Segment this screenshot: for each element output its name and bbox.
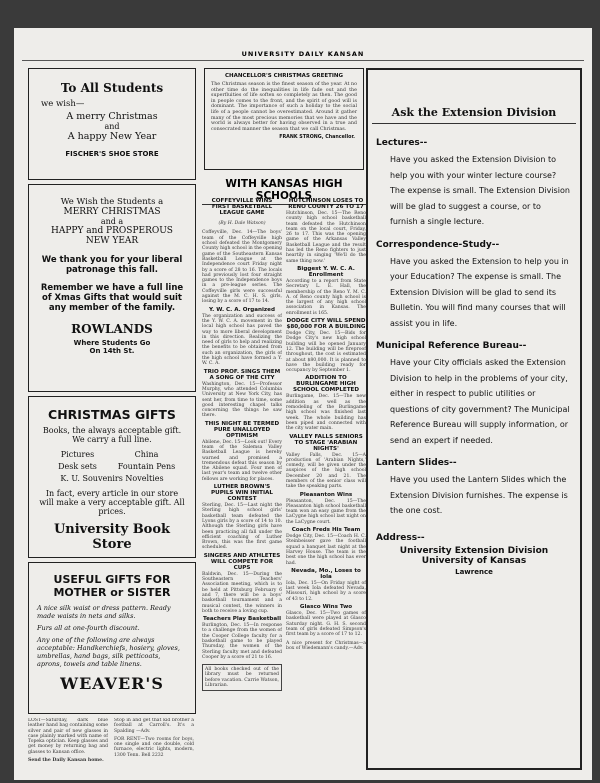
greeting-signature: FRANK STRONG, Chancellor. xyxy=(279,135,355,141)
rowlands-line-10: On 14th St. xyxy=(89,347,135,355)
classified-send-home: Send the Daily Kansan home. xyxy=(28,758,104,764)
weaver-line-3: A nice silk waist or dress pattern. Ready made waists in nets and silks. xyxy=(37,604,171,620)
extension-municipal-heading: Municipal Reference Bureau-- xyxy=(376,341,527,351)
headline-ywca-organized: Y. W. C. A. Organized xyxy=(209,306,275,313)
weaver-line-4: Furs all at one-fourth discount. xyxy=(37,624,140,632)
extension-division-ad xyxy=(366,68,582,770)
story-dodge-city-building: Dodge City, Dec. 15—Bids for Dodge City's new high school building will be opened January 12. The building will be fireproof throughout, the cost is estimated at about $80,000. It is planned to have the building ready for occupancy by September 1. xyxy=(286,331,366,374)
rowlands-name: ROWLANDS xyxy=(71,322,153,336)
greeting-title: CHANCELLOR'S CHRISTMAS GREETING xyxy=(225,73,343,79)
extension-address-line-2: University of Kansas xyxy=(421,555,527,566)
schools-column-1 xyxy=(202,196,282,776)
story-burlingame: Burlingame, Dec. 15—The new addition as well as the remodeling of the Burlingame high school was finished last week. The whole building has been piped and connected with the city water main. xyxy=(286,394,366,432)
story-glasco: Glasco, Dec. 15—Two games of basketball were played at Glasco Saturday night. G. H. S. second team of girls defeated Simpson's first team by a score of 17 to 12. xyxy=(286,611,366,638)
story-hutchinson: Hutchinson, Dec. 15—The Reno county high school basketball team defeated the Hutchinson team on the local court, Friday, 26 to 17. This was the opening game of the Arkansas Valley Basketball League and the result has led the Reno fighters to just heartily in singing 'We'll do the same thing now.' xyxy=(286,211,366,264)
extension-title: Ask the Extension Division xyxy=(391,106,557,119)
weaver-line-1: USEFUL GIFTS FOR xyxy=(53,573,171,586)
gift-souvenirs: K. U. Souvenirs Novelties xyxy=(60,474,164,483)
extension-address-line-1: University Extension Division xyxy=(399,545,549,556)
headline-coffeyville: COFFEYVILLE WINS FIRST BASKETBALL LEAGUE GAME xyxy=(211,198,273,216)
gift-china: China xyxy=(134,450,159,459)
extension-address-line-3: Lawrence xyxy=(455,567,493,576)
bookstore-gift-list xyxy=(43,450,181,483)
headline-pleasanton: Pleasanton Wins xyxy=(299,491,353,498)
rowlands-line-7: Remember we have a full line of Xmas Gifts that would suit any member of the family. xyxy=(40,283,184,313)
gift-pictures: Pictures xyxy=(60,450,95,459)
masthead-rule xyxy=(22,60,584,61)
masthead: UNIVERSITY DAILY KANSAN xyxy=(241,50,365,58)
story-teachers-basketball: Burlington, Dec. 15—In response to a challenge from the women of the Cooper College faculty for a basketball game to be played Thursday, the women of the Sterling faculty met and defeated Cooper by a score of 21 to 16. xyxy=(202,623,282,660)
bookstore-headline: CHRISTMAS GIFTS xyxy=(48,407,176,422)
extension-lectures-heading: Lectures-- xyxy=(376,138,428,148)
extension-title-rule xyxy=(372,123,576,124)
rowlands-line-4: HAPPY and PROSPEROUS xyxy=(51,226,173,236)
rowlands-line-2: MERRY CHRISTMAS xyxy=(63,207,161,217)
rowlands-line-9: Where Students Go xyxy=(73,339,151,347)
story-ywca-enrollment: According to a report from State Secretary L. E. Hall, the membership of the Reno Y. M. C. A. of Reno county high school is the largest of any high school association in Kansas. The enrollment is 165. xyxy=(286,278,366,316)
greeting-body: The Christmas season is the finest season of the year. At no other time do the inequalities in life fade out and the superfluities of life soften so completely as then. The good in people comes to the front, and the spirit of good will is dominant. The importance of such a holiday to the social life of a people cannot be overestimated. Around it gather many of the most precious memories that we have and the world is always better for having observed in a true and consecrated manner the season that we call Christmas. xyxy=(211,82,357,132)
headline-luther-brown: LUTHER BROWN'S PUPILS WIN INITIAL CONTEST xyxy=(211,484,273,503)
classified-lost-text: LOST—Saturday, dark blue leather hand bag containing some silver and pair of new glasses in case plainly marked with name of Topeka optician. Keep glasses and get money by returning bag and glasses to Kansan office. xyxy=(28,718,108,755)
bookstore-name: University Book Store xyxy=(53,522,171,552)
candy-ad: A nice present for Christmas—a box of Wiedemann's candy.—Adv. xyxy=(286,640,366,651)
headline-coach-feeds: Coach Freds His Team xyxy=(291,527,361,534)
headline-valley-falls: VALLEY FALLS SENIORS TO STAGE 'ARABIAN NIGHTS' xyxy=(289,433,363,452)
weaver-name: WEAVER'S xyxy=(60,674,164,693)
classified-for-rent: FOR RENT—Two rooms for boys, one single and one double, cold furnace, electric lights, modern, 1300 Tenn. Bell 2232 xyxy=(114,736,194,758)
story-pleasanton: Pleasanton, Dec. 15—The Pleasanton high school basketball team won an easy game from the LaCygne high school last night on the LaCygne court. xyxy=(286,498,366,525)
extension-correspondence-heading: Correspondence-Study-- xyxy=(376,239,500,250)
schools-column-2 xyxy=(286,196,366,776)
story-valley-falls: Valley Falls, Dec. 15—A production of 'Arabian Nights,' comedy, will be given under the auspices of the high school December 20 and 21. The members of the senior class will take the speaking parts. xyxy=(286,452,366,490)
story-optimism: Abilene, Dec. 15—Look out! Every team of the Salemsa Valley Basketball League is hereby warned and promised a tremendous defeat this season by the Abilene squad. Four men of last year's team and twelve other fellows are working for places. xyxy=(202,439,282,482)
weavers-ad xyxy=(28,562,196,714)
bookstore-line-3: In fact, every article in our store will make a very acceptable gift. All prices. xyxy=(39,489,185,516)
rowlands-line-1: We Wish the Students a xyxy=(60,197,164,207)
extension-address-heading: Address-- xyxy=(376,532,425,543)
extension-lantern-body: Have you used the Lantern Slides which the Extension Division furnishes. The expense is the one cost. xyxy=(390,475,568,515)
weaver-line-5: Any one of the following are always acceptable: Handkerchiefs, hosiery, gloves, umbrellas, hand bags, silk petticoats, aprons, towels and table linens. xyxy=(37,636,180,668)
story-coffeyville: Coffeyville, Dec. 14—The boys' team of the Coffeyville high school defeated the Montgomery County high school in the opening game of the Southeastern Kansas Basketball League at the Independence court Friday night by a score of 28 to 16. The locals had previously lost four straight games to the Independence boys in a pre-league series. The Coffeyville girls were successful against the M. C. H. S. girls, losing by a score of 17 to 14. xyxy=(202,230,282,305)
gift-desk-sets: Desk sets xyxy=(58,462,97,471)
rowlands-line-6: We thank you for your liberal patronage this fall. xyxy=(41,255,183,275)
extension-lectures-body: Have you asked the Extension Division to help you with your winter lecture course? The expense is small. The Extension Division will be glad to suggest a course, or to furnish a single lecture. xyxy=(390,155,570,226)
story-ywca-organized: The organization and success of the Y. W. C. A. movement in the local high school has paved the way to more liberal development in this direction. Realizing the need of girls to help and realizing the benefits to be obtained from such an organization, the girls of the high school have formed a Y. W. C. A. xyxy=(202,313,282,367)
rowlands-line-3: and a xyxy=(100,217,124,226)
shoe-line-5: A happy New Year xyxy=(67,131,157,142)
headline-hutchinson: HUTCHINSON LOSES TO RENO COUNTY 26 TO 17 xyxy=(288,198,364,210)
shoe-line-2: we wish— xyxy=(41,99,85,109)
headline-glasco: Glasco Wins Two xyxy=(299,604,353,611)
headline-ywca-enrollment: Biggest Y. W. C. A. Enrollment xyxy=(297,265,355,278)
fischer-shoe-ad xyxy=(28,68,196,180)
bookstore-line-2: Books, the always acceptable gift. We carry a full line. xyxy=(42,426,182,444)
extension-municipal-body: Have your City officials asked the Extension Division to help in the problems of your city, either in respect to public utilities or questions of city government? The Municipal Reference Bureau will supply information, or send an expert if needed. xyxy=(390,358,570,445)
chancellor-greeting-box xyxy=(204,68,364,170)
rowlands-ad xyxy=(28,184,196,392)
headline-dodge-city-building: DODGE CITY WILL SPEND $80,000 FOR A BUILDING xyxy=(286,318,366,331)
headline-teachers-basketball: Teachers Play Basketball xyxy=(203,616,281,623)
headline-trio-prof: TRIO PROF. SINGS THEM A SONG OF THE CITY xyxy=(203,368,281,381)
classified-football: Stop in and get that kid brother a football at Carroll's. It's a Spalding —Adv. xyxy=(114,718,194,734)
story-trio-prof: Washington, Dec. 15—Professor Murphy, who attended Columbia University at New York City, has sent her, from time to time, some good interesting chapel talks concerning the things he saw there. xyxy=(202,381,282,419)
story-singers-athletes: Baldwin, Dec. 15—During the Southeastern Teachers' Association meeting, which is to be held at Pittsburg February 6 and 7, there will be a boys' basketball tournament and a musical contest, the winners in both to receive a loving cup. xyxy=(202,571,282,614)
extension-lantern-heading: Lantern Slides-- xyxy=(376,458,457,468)
headline-nevada-iola: Nevada, Mo., Loses to Iola xyxy=(291,567,361,580)
story-nevada-iola: Iola, Dec. 15—On Friday night of last week Iola defeated Nevada, Missouri, high school by a score of 43 to 12. xyxy=(286,580,366,602)
library-notice: All books checked out of the library must be returned before vacation. Carrie Watson, Librarian. xyxy=(202,664,282,691)
shoe-line-4: and xyxy=(104,122,120,131)
classified-football-and-rent xyxy=(114,718,194,776)
classified-lost xyxy=(28,718,108,776)
headline-singers-athletes: SINGERS AND ATHLETES WILL COMPETE FOR CUPS xyxy=(203,552,281,571)
headline-burlingame: ADDITION TO BURLINGAME HIGH SCHOOL COMPLETED xyxy=(292,375,360,394)
headline-optimism: THIS NIGHT BE TERMED PURE UNALLOYED OPTIMISM xyxy=(204,420,280,439)
extension-correspondence-body: Have you asked the Extension to help you in your Education? The expense is small. The Extension Division will be glad to send its Bulletin. You will find many courses that will assist you in life. xyxy=(390,256,569,328)
rowlands-line-5: NEW YEAR xyxy=(85,236,139,246)
weaver-line-2: MOTHER or SISTER xyxy=(53,586,171,599)
gift-fountain-pens: Fountain Pens xyxy=(117,462,176,471)
shoe-line-1: To All Students xyxy=(60,81,164,95)
newspaper-page xyxy=(14,28,592,780)
shoe-line-3: A merry Christmas xyxy=(66,111,158,122)
university-book-store-ad xyxy=(28,396,196,558)
story-luther-brown: Sterling, Dec. 15—Last night the Sterling high school girls' basketball team defeated the Lyons girls by a score of 14 to 10. Although the Sterling girls have been practicing all fall under the efficient coaching of Luther Brown, this was the first game scheduled. xyxy=(202,503,282,551)
byline-coffeyville: (By H. Dale Watson) xyxy=(218,220,266,226)
schools-banner: WITH KANSAS HIGH SCHOOLS xyxy=(202,178,366,205)
shoe-store-name: FISCHER'S SHOE STORE xyxy=(65,150,159,158)
story-coach-feeds: Dodge City, Dec. 15—Coach H. C. Steinbeisser gave the football squad a banquet last night at the Harvey House. The team is the best one the high school has ever had. xyxy=(286,534,366,566)
